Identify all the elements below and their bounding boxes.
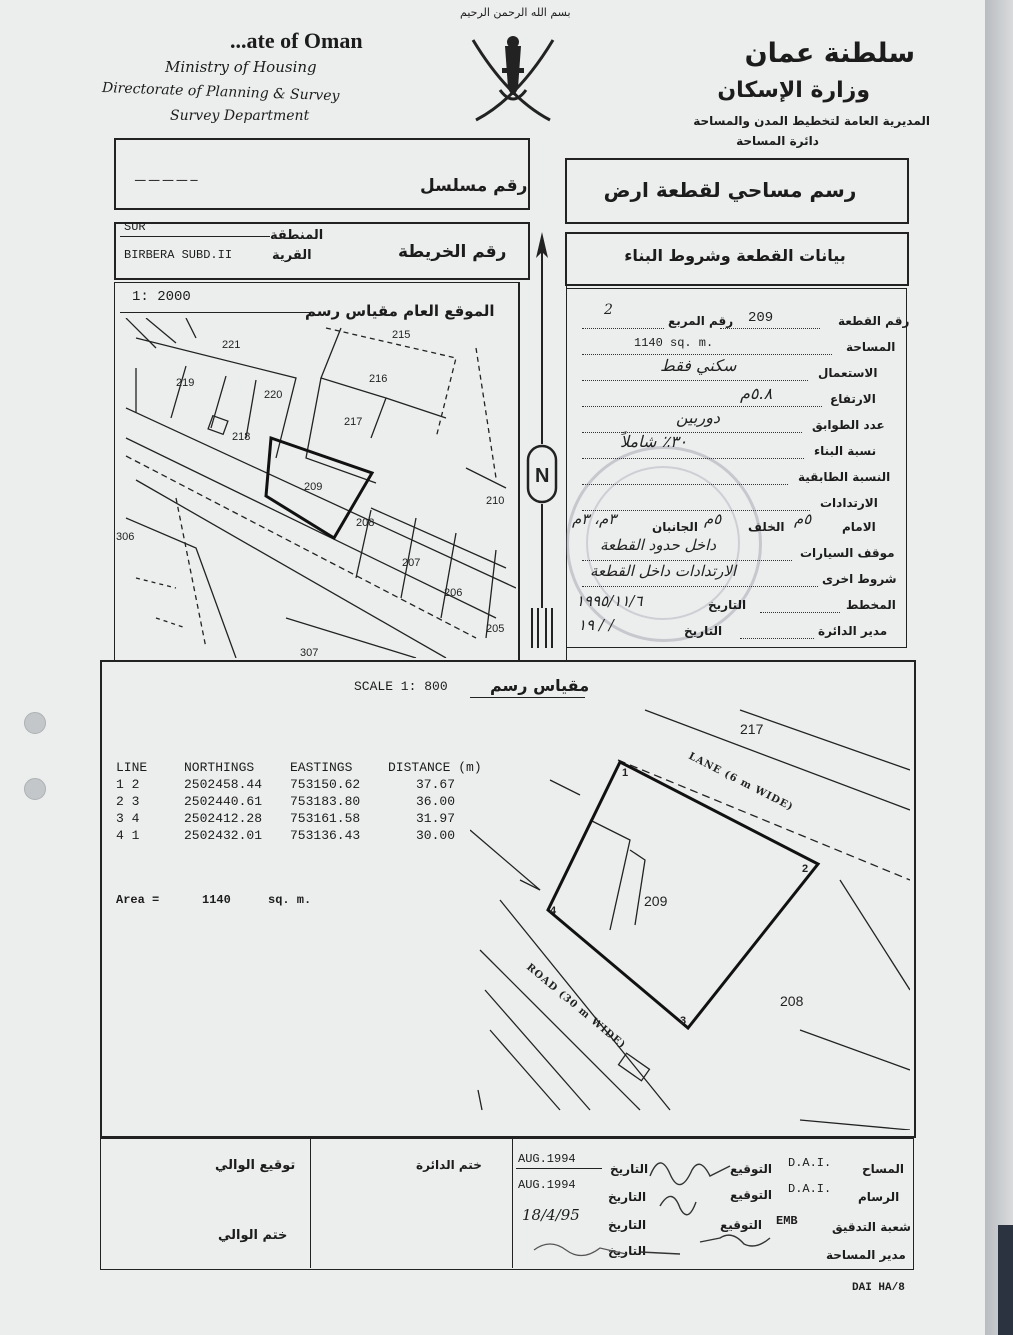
front-setback-value: ٥م [794,510,812,528]
area-total-value: 1140 [202,893,231,907]
column-header: NORTHINGS [184,760,255,775]
handwritten-signatures [530,1236,630,1260]
corner-label: 4 [550,905,557,917]
punch-hole [24,778,46,800]
area-total-unit: sq. m. [268,893,312,907]
header-en-line2: Ministry of Housing [165,58,317,76]
header-en-line4: Survey Department [170,108,310,124]
column-header: EASTINGS [290,760,353,775]
surveyor-sign-value: D.A.I. [788,1156,832,1170]
building-ratio-label: نسبة البناء [814,444,877,458]
department-stamp-label: ختم الدائرة [416,1158,482,1172]
land-use-value: سكني فقط [660,356,737,375]
land-use-label: الاستعمال [818,366,878,380]
sides-setback-value: ٣م، ٣م [572,510,617,528]
plot-label: 307 [300,647,319,658]
area-value: 1140 sq. m. [634,336,714,350]
plot-label: 217 [344,416,363,428]
height-label: الارتفاع [830,392,876,406]
back-setback-value: ٥م [704,510,722,528]
detail-scale-value: SCALE 1: 800 [354,679,448,694]
punch-hole [24,712,46,734]
header-en-line3: Directorate of Planning & Survey [101,80,340,105]
region-label: المنطقة [270,228,324,243]
plot-label: 216 [369,373,388,385]
oman-emblem-icon [458,28,568,128]
coordinates-table [116,760,482,845]
header-ar-line3: المديرية العامة لتخطيط المدن والمساحة [693,114,930,128]
serial-value: ــ ـــ ـــ ـــ ـــ [135,170,198,184]
audit-sign-label: التوقيع [720,1218,762,1232]
other-conditions-label: شروط اخرى [822,572,897,586]
header-ar-line2: وزارة الإسكان [717,78,870,103]
map-sheet-label: رقم الخريطة [398,242,507,262]
back-setback-label: الخلف [748,520,785,534]
plot-number-value: 209 [748,310,774,326]
survey-director-date-label: التاريخ [608,1244,647,1258]
north-arrow-icon [518,228,566,660]
bismillah: بسم الله الرحمن الرحيم [460,6,571,19]
draftsman-date-value: AUG.1994 [518,1178,576,1192]
location-scale-value: 1: 2000 [132,289,191,305]
surveyor-sign-label: التوقيع [730,1162,772,1176]
plot-label: 306 [116,531,135,543]
column-header: LINE [116,760,148,775]
plot-label: 210 [486,495,505,507]
director-label: مدير الدائرة [818,624,888,638]
front-setback-label: الامام [842,520,876,534]
planner-label: المخطط [846,598,896,612]
document-title: رسم مساحي لقطعة ارض [603,178,857,202]
table-row: 4 1 2502432.01 753136.43 30.00 [116,828,456,843]
detail-scale-title: مقياس رسم [490,676,590,695]
surveyor-date-value: AUG.1994 [518,1152,576,1166]
detail-plot-main: 209 [644,893,668,909]
parking-value: داخل حدود القطعة [600,536,716,554]
wali-signature-label: توقيع الوالي [215,1158,296,1173]
audit-date-label: التاريخ [608,1218,647,1232]
audit-sign-value: EMB [776,1214,798,1228]
planner-date-label: التاريخ [708,598,747,612]
floors-label: عدد الطوابق [812,418,885,432]
lane-label: LANE (6 m WIDE) [686,750,796,814]
plot-label: 220 [264,389,283,401]
document-subtitle: بيانات القطعة وشروط البناء [624,246,846,265]
audit-date-value: 18/4/95 [522,1206,580,1224]
plot-label: 205 [486,623,505,635]
draftsman-sign-value: D.A.I. [788,1182,832,1196]
plot-label: 221 [222,339,241,351]
draftsman-sign-label: التوقيع [730,1188,772,1202]
floors-value: دوربين [676,408,721,427]
corner-label: 3 [680,1015,687,1027]
village-label: القرية [272,248,312,263]
wali-stamp-label: ختم الوالي [218,1228,288,1243]
block-number-label: رقم المربع [668,314,734,328]
form-code: DAI HA/8 [852,1282,905,1294]
region-value: SUR [124,220,146,234]
header-ar-line4: دائرة المساحة [736,134,819,148]
height-value: ٥.٨م [740,384,773,403]
detail-plot-south: 208 [780,993,804,1009]
block-number-value: 2 [604,302,613,318]
survey-director-label: مدير المساحة [826,1248,906,1262]
sides-setback-label: الجانبان [652,520,698,534]
area-label: المساحة [846,340,896,354]
parking-label: موقف السيارات [800,546,895,560]
corner-label: 1 [622,767,629,779]
plot-label: 219 [176,377,195,389]
table-header-row [116,760,482,777]
corner-label: 2 [802,863,809,875]
surveyor-label: المساح [862,1162,905,1176]
draftsman-date-label: التاريخ [608,1190,647,1204]
floor-ratio-label: النسبة الطابقية [798,470,891,484]
location-map [116,318,516,658]
other-conditions-value: الارتدادات داخل القطعة [590,562,737,580]
serial-label: رقم مسلسل [420,176,528,196]
audit-label: شعبة التدقيق [832,1220,911,1234]
plot-label: 218 [232,431,251,443]
plot-label: 206 [444,587,463,599]
header-ar-line1: سلطنة عمان [744,38,915,69]
table-row: 3 4 2502412.28 753161.58 31.97 [116,811,456,826]
detail-plot-north: 217 [740,721,764,737]
village-value: BIRBERA SUBD.II [124,248,233,262]
road-label: ROAD (30 m WIDE) [524,961,628,1052]
plot-number-label: رقم القطعة [838,314,910,328]
location-map-title: الموقع العام مقياس رسم [305,302,495,320]
area-total-label: Area = [116,893,160,907]
table-row: 2 3 2502440.61 753183.80 36.00 [116,794,456,809]
svg-text:N: N [535,465,550,487]
plot-label: 215 [392,329,411,341]
plot-label: 207 [402,557,421,569]
detail-map [470,700,910,1130]
building-ratio-value: ٣٠٪ شاملاً [620,432,688,451]
table-row: 1 2 2502458.44 753150.62 37.67 [116,777,456,792]
plot-label: 209 [304,481,323,493]
plot-label: 208 [356,517,375,529]
setbacks-label: الارتدادات [820,496,878,510]
draftsman-label: الرسام [858,1190,900,1204]
director-date-label: التاريخ [684,624,723,638]
director-date-value: ١٩ / / [578,616,614,634]
surveyor-date-label: التاريخ [610,1162,649,1176]
header-en-line1: ...ate of Oman [230,28,363,53]
handwritten-signatures [640,1146,800,1266]
planner-date-value: ١٩٩٥/١١/٦ [576,592,643,610]
column-header: DISTANCE (m) [388,760,482,775]
